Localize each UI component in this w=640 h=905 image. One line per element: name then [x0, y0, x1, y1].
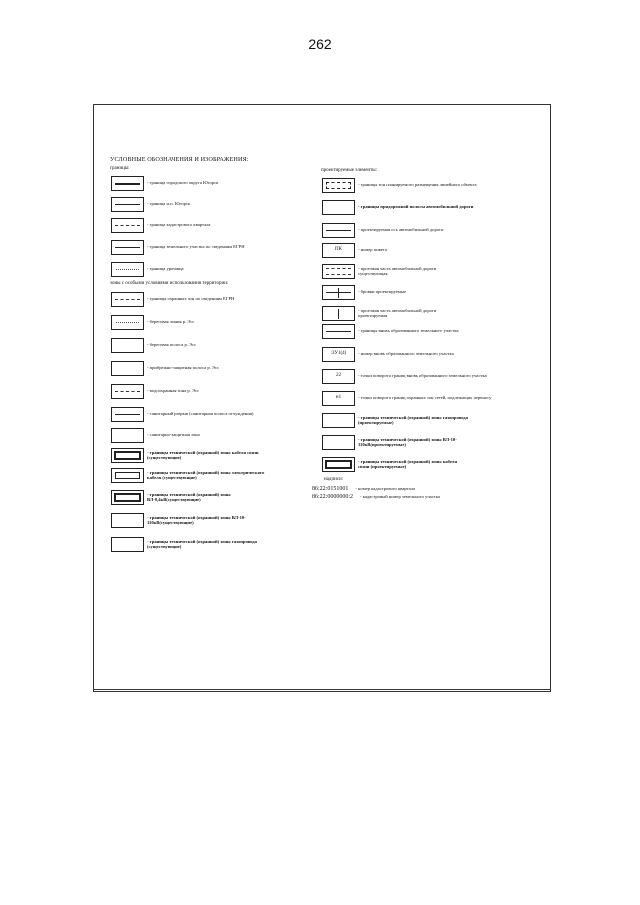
symbol-gas-pipeline-zone-projected [322, 413, 355, 428]
legend-item-shoreline [111, 313, 194, 331]
legend-label: - бровки проектируемые [358, 289, 406, 295]
zones-heading: зоны с особыми условиями использования территории: [110, 281, 229, 286]
legend-label: - граница земельного участка по сведениям ЕГРН [147, 244, 245, 250]
symbol-road-existing [322, 264, 355, 279]
legend-label: - точки поворота границ охранных зон сетей, подлежащих переносу [358, 395, 492, 401]
legend-item-picket-number [322, 241, 387, 259]
boundaries-heading: границы: [110, 166, 130, 171]
legend-item-city-boundary [111, 174, 218, 192]
legend-label: - границы технической (охранной) зоны газопровода (существующие) [147, 538, 257, 549]
legend-item-road-axis [322, 221, 443, 239]
picket-text: ПК [335, 246, 342, 252]
symbol-city-boundary [111, 176, 144, 191]
legend-item-vl10-110-zone-existing [111, 511, 277, 529]
symbol-water-protection-zone [111, 384, 144, 399]
symbol-vl10-110-zone-existing [111, 513, 144, 528]
symbol-land-plot-boundary [111, 240, 144, 255]
symbol-vl10-110-zone-projected [322, 435, 355, 450]
legend-label: - прибрежно-защитная полоса р. Эсс [147, 365, 220, 371]
symbol-roadside-strip [322, 200, 355, 215]
symbol-zone-turn-points [322, 391, 355, 406]
symbol-road-projected [322, 306, 355, 321]
turn-point-text: 22 [336, 372, 341, 378]
legend-item-sanitary-gap [111, 405, 253, 423]
legend-label: - проезжая часть автомобильной дороги существующая [358, 265, 437, 276]
symbol-road-axis [322, 223, 355, 238]
legend-label: - граница городского округа Югорск [147, 180, 219, 186]
legend-item-new-plot-boundary [322, 322, 459, 340]
legend-label: - проектируемая ось автомобильной дороги [358, 227, 444, 233]
symbol-sanitary-protection-zone [111, 428, 144, 443]
symbol-coastal-protective-strip [111, 361, 144, 376]
legend-item-new-plot-turn-points [322, 367, 487, 385]
symbol-tract-boundary [111, 262, 144, 277]
legend-item-vl04-zone-existing [111, 488, 277, 506]
legend-label: - береговая линия р. Эсс [147, 319, 195, 325]
legend-label: - границы технической (охранной) зоны ВЛ-0,4кВ(существующие) [147, 491, 231, 502]
legend-item-power-cable-zone-existing [111, 466, 277, 484]
legend-label: - границы придорожной полосы автомобильной дороги [358, 204, 474, 210]
symbol-vl04-zone-existing [111, 490, 144, 505]
symbol-quarter-boundary [111, 218, 144, 233]
symbol-picket-number [322, 243, 355, 258]
legend-label: - санитарно-защитная зона [147, 432, 200, 438]
legend-item-gas-pipeline-zone-projected [322, 411, 468, 429]
legend-label: - номер вновь образованного земельного участка [358, 351, 454, 357]
symbol-settlement-boundary [111, 197, 144, 212]
legend-label: - граница н.п. Югорск [147, 201, 191, 207]
legend-label: - граница урочища [147, 266, 184, 272]
legend-item-settlement-boundary [111, 195, 190, 213]
legend-item-comm-cable-zone-projected [322, 455, 468, 473]
legend-item-road-projected [322, 304, 458, 322]
legend-item-zone-turn-points [322, 389, 491, 407]
legend-item-road-existing [322, 262, 458, 280]
symbol-gas-pipeline-zone-existing [111, 537, 144, 552]
zone-point-text: н1 [335, 394, 342, 400]
cadastral-code: 86:22:0000000:2 [312, 494, 354, 500]
legend-label: - точки поворота границ вновь образованного земельного участка [358, 373, 487, 379]
legend-item-quarter-boundary [111, 216, 210, 234]
legend-item-water-protection-zone [111, 382, 199, 400]
symbol-new-plot-number [322, 347, 355, 362]
symbol-linear-object-zone [322, 178, 355, 193]
symbol-egrn-protection-zones [111, 292, 144, 307]
legend-label: - номер пикета [358, 247, 387, 253]
legend-item-egrn-protection-zones [111, 290, 234, 308]
legend-item-sanitary-protection-zone [111, 426, 200, 444]
legend-label: - граница кадастрового квартала [147, 222, 211, 228]
symbol-power-cable-zone-existing [111, 468, 144, 483]
legend-label: - границы технической (охранной) зоны электрического кабеля (существующие) [147, 469, 265, 480]
legend-item-cadastral-number [312, 488, 440, 506]
legend-item-comm-cable-zone-existing [111, 446, 277, 464]
legend-item-coastal-protective-strip [111, 359, 219, 377]
symbol-sanitary-gap [111, 407, 144, 422]
legend-label: - водоохранная зона р. Эсс [147, 388, 200, 394]
legend-label: - границы технической (охранной) зоны газопровода (проектируемые) [358, 414, 468, 425]
legend-label: - границы вновь образованного земельного участка [358, 328, 459, 334]
symbol-comm-cable-zone-existing [111, 448, 144, 463]
symbol-edges-projected [322, 285, 355, 300]
legend-item-shore-strip [111, 336, 196, 354]
legend-frame-bottom-rule [93, 689, 551, 692]
symbol-shoreline [111, 315, 144, 330]
legend-label: - границы технической (охранной) зоны кабеля связи (существующие) [147, 449, 259, 460]
legend-item-linear-object-zone [322, 176, 477, 194]
legend-label: - береговая полоса р. Эсс [147, 342, 197, 348]
legend-label: - номер кадастрового квартала [355, 486, 416, 492]
legend-label: - границы зон планируемого размещения линейного объекта [358, 182, 477, 188]
legend-label: - санитарный разрыв (санитарная полоса отчуждения) [147, 411, 254, 417]
legend-label: - границы технической (охранной) зоны кабеля связи (проектируемые) [358, 458, 457, 469]
symbol-comm-cable-zone-projected [322, 457, 355, 472]
legend-title: УСЛОВНЫЕ ОБОЗНАЧЕНИЯ И ИЗОБРАЖЕНИЯ: [110, 156, 249, 163]
legend-label: - границы технической (охранной) зоны ВЛ-10-110кВ(существующие) [147, 514, 246, 525]
legend-label: - границы технической (охранной) зоны ВЛ-10-110кВ(проектируемые) [358, 436, 457, 447]
legend-item-gas-pipeline-zone-existing [111, 535, 277, 553]
legend-item-edges-projected [322, 283, 406, 301]
projected-heading: проектируемые элементы: [321, 168, 378, 173]
legend-item-vl10-110-zone-projected [322, 433, 468, 451]
symbol-shore-strip [111, 338, 144, 353]
legend-item-roadside-strip [322, 198, 473, 216]
legend-item-land-plot-boundary [111, 238, 245, 256]
plot-number-text: :ЗУ1(4) [330, 350, 347, 356]
legend-item-new-plot-number [322, 345, 454, 363]
page-number: 262 [308, 36, 332, 52]
inscriptions-heading: надписи: [324, 477, 344, 482]
symbol-new-plot-turn-points [322, 369, 355, 384]
legend-label: - границы охранных зон по сведениям ЕГРН [147, 296, 235, 302]
quarter-code: 86:22:0151001 [312, 486, 349, 492]
legend-label: - кадастровый номер земельного участка [360, 494, 440, 500]
legend-label: - проезжая часть автомобильной дороги проектируемая [358, 307, 437, 318]
legend-item-tract-boundary [111, 260, 184, 278]
symbol-new-plot-boundary [322, 324, 355, 339]
